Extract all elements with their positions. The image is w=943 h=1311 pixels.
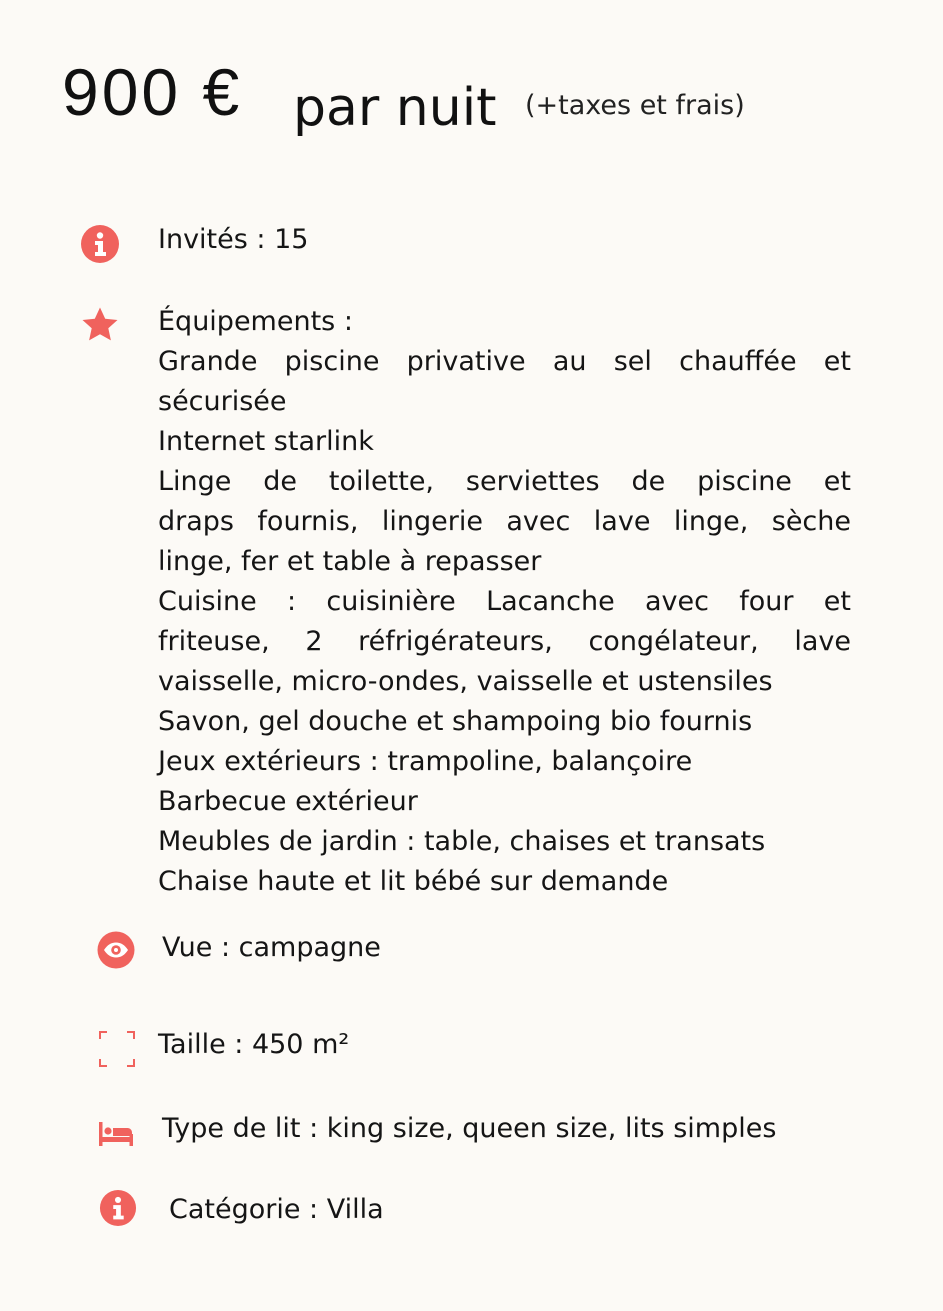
star-icon	[80, 305, 120, 345]
amenity-line: sécurisée	[158, 386, 287, 417]
category-label: Catégorie : Villa	[169, 1194, 384, 1225]
amenity-line: Cuisine : cuisinière Lacanche avec four et	[158, 586, 851, 617]
view-label: Vue : campagne	[162, 932, 381, 963]
size-label: Taille : 450 m²	[158, 1029, 350, 1060]
price-extra-fees: (+taxes et frais)	[525, 90, 745, 121]
amenity-line: Barbecue extérieur	[158, 786, 418, 817]
price-amount: 900 €	[62, 55, 243, 129]
amenity-line: Meubles de jardin : table, chaises et transats	[158, 826, 766, 857]
amenities-list	[158, 302, 851, 902]
info-icon	[80, 224, 120, 264]
bed-icon	[98, 1120, 134, 1148]
bed-type-label: Type de lit : king size, queen size, lits simples	[162, 1113, 777, 1144]
amenity-line: Linge de toilette, serviettes de piscine et	[158, 466, 851, 497]
amenity-line: draps fournis, lingerie avec lave linge, sèche	[158, 506, 851, 537]
amenity-line: Savon, gel douche et shampoing bio fournis	[158, 706, 753, 737]
amenity-line: friteuse, 2 réfrigérateurs, congélateur, lave	[158, 626, 851, 657]
amenity-line: Jeux extérieurs : trampoline, balançoire	[158, 746, 693, 777]
price-unit: par nuit	[293, 78, 497, 138]
amenity-line: linge, fer et table à repasser	[158, 546, 542, 577]
area-corners-icon	[98, 1030, 136, 1068]
amenity-line: Internet starlink	[158, 426, 374, 457]
guests-label: Invités : 15	[158, 224, 309, 255]
info-icon	[99, 1189, 137, 1227]
amenity-line: Grande piscine privative au sel chauffée et	[158, 346, 851, 377]
amenity-line: Chaise haute et lit bébé sur demande	[158, 866, 669, 897]
eye-icon	[97, 931, 135, 969]
amenity-line: vaisselle, micro-ondes, vaisselle et ustensiles	[158, 666, 773, 697]
amenities-title: Équipements :	[158, 306, 353, 337]
